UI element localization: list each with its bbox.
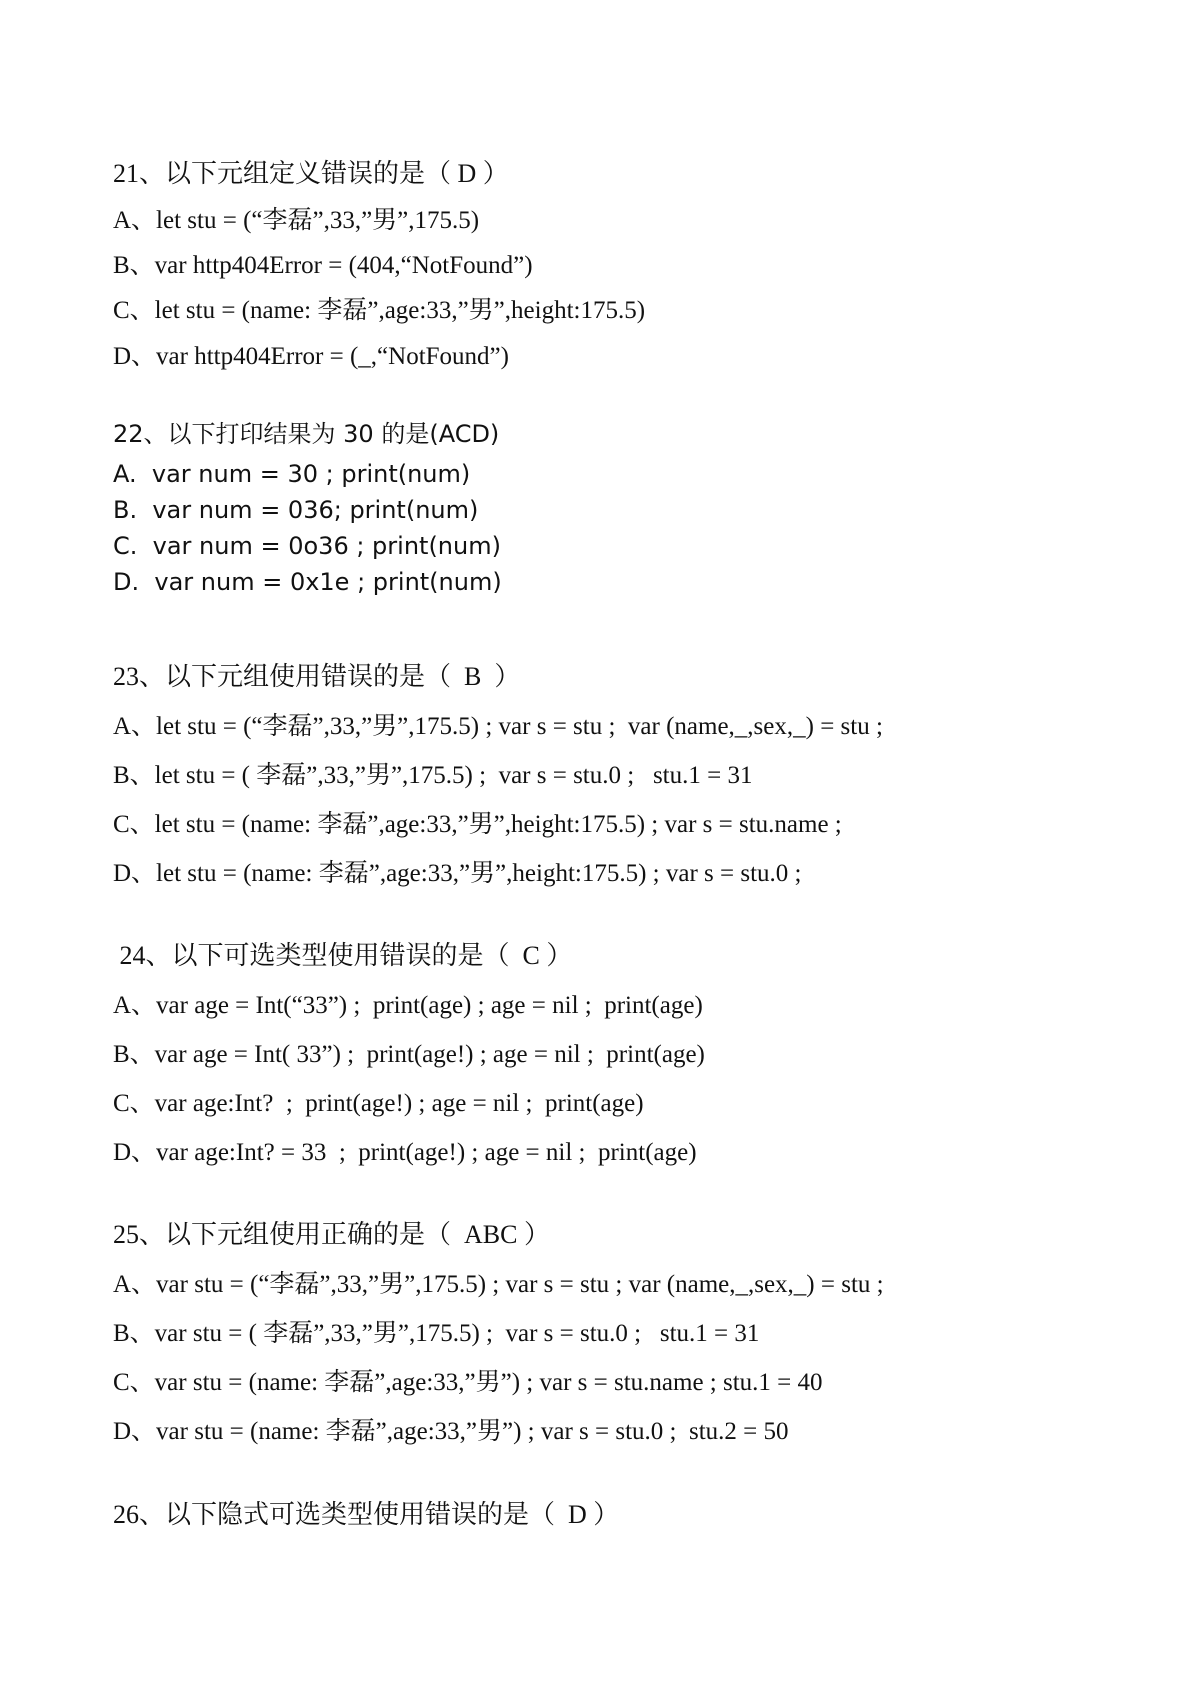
question-21-option-d: D、var http404Error = (_,“NotFound”) (113, 343, 509, 370)
question-26-title: 26、以下隐式可选类型使用错误的是（ D ） (113, 1500, 620, 1529)
question-21-option-c: C、let stu = (name: 李磊”,age:33,”男”,height:175.5) (113, 297, 646, 324)
question-24-option-b: B、var age = Int( 33”) ; print(age!) ; age = nil ; print(age) (113, 1041, 705, 1068)
question-22-option-a: A. var num = 30 ; print(num) (113, 460, 471, 488)
question-22-title: 22、以下打印结果为 30 的是(ACD) (113, 420, 500, 448)
question-24-title: 24、以下可选类型使用错误的是（ C ） (113, 941, 573, 970)
question-25-title: 25、以下元组使用正确的是（ ABC ） (113, 1220, 550, 1249)
question-23-title: 23、以下元组使用错误的是（ B ） (113, 662, 521, 691)
question-23-option-c: C、let stu = (name: 李磊”,age:33,”男”,height:175.5) ; var s = stu.name ; (113, 811, 842, 838)
question-22-option-d: D. var num = 0x1e ; print(num) (113, 568, 502, 596)
question-21-option-a: A、let stu = (“李磊”,33,”男”,175.5) (113, 207, 480, 234)
question-21-option-b: B、var http404Error = (404,“NotFound”) (113, 252, 533, 279)
question-24-option-c: C、var age:Int? ; print(age!) ; age = nil ; print(age) (113, 1090, 644, 1117)
question-25-option-a: A、var stu = (“李磊”,33,”男”,175.5) ; var s = stu ; var (name,_,sex,_) = stu ; (113, 1271, 884, 1298)
question-24-option-d: D、var age:Int? = 33 ; print(age!) ; age = nil ; print(age) (113, 1139, 697, 1166)
question-23-option-d: D、let stu = (name: 李磊”,age:33,”男”,height:175.5) ; var s = stu.0 ; (113, 860, 802, 887)
question-23-option-a: A、let stu = (“李磊”,33,”男”,175.5) ; var s = stu ; var (name,_,sex,_) = stu ; (113, 713, 883, 740)
question-25-option-c: C、var stu = (name: 李磊”,age:33,”男”) ; var s = stu.name ; stu.1 = 40 (113, 1369, 823, 1396)
question-22-option-b: B. var num = 036; print(num) (113, 496, 479, 524)
question-25-option-d: D、var stu = (name: 李磊”,age:33,”男”) ; var s = stu.0 ; stu.2 = 50 (113, 1418, 789, 1445)
question-24-option-a: A、var age = Int(“33”) ; print(age) ; age = nil ; print(age) (113, 992, 703, 1019)
question-25-option-b: B、var stu = ( 李磊”,33,”男”,175.5) ; var s = stu.0 ; stu.1 = 31 (113, 1320, 760, 1347)
question-22-option-c: C. var num = 0o36 ; print(num) (113, 532, 501, 560)
question-21-title: 21、以下元组定义错误的是（ D ） (113, 159, 509, 188)
question-23-option-b: B、let stu = ( 李磊”,33,”男”,175.5) ; var s = stu.0 ; stu.1 = 31 (113, 762, 753, 789)
